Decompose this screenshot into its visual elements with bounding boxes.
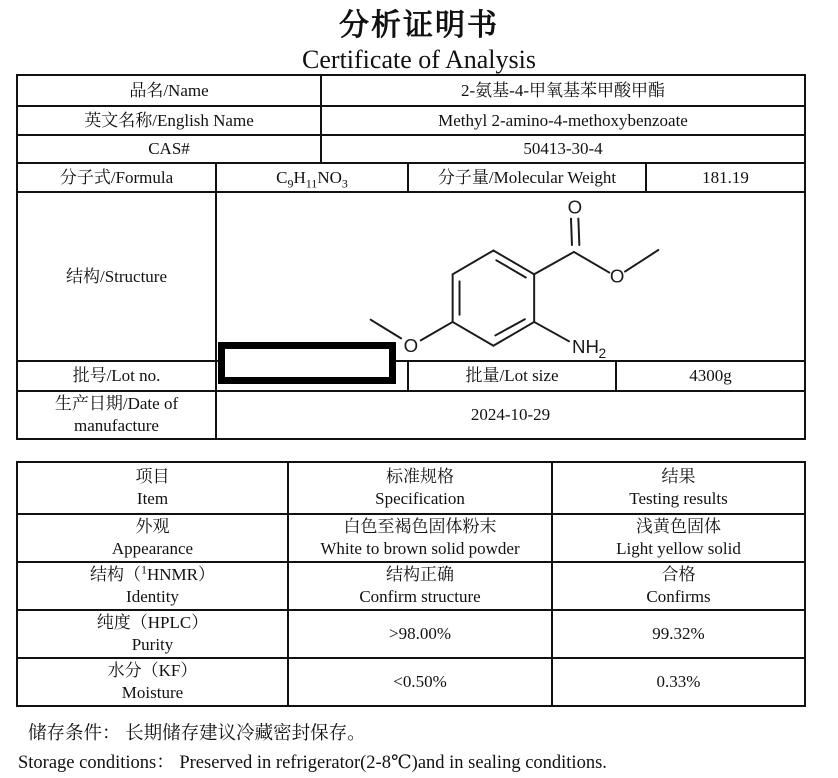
page-subtitle: Certificate of Analysis [302,45,536,74]
ester-methyl-bond [625,250,658,272]
molecular-weight-value: 181.19 [645,164,804,191]
spec-row-purity [18,609,804,657]
molecular-weight-label: 分子量/Molecular Weight [407,164,645,191]
page-title: 分析证明书 [339,9,499,42]
formula-value [215,164,407,191]
identity-spec: 结构正确 Confirm structure [287,563,551,609]
methoxy-oxygen-label: O [403,335,419,357]
cas-label: CAS# [148,139,190,158]
formula-label: 分子式/Formula [59,167,174,187]
methoxy-methyl-bond [371,320,401,339]
structure-value [215,193,814,360]
appearance-spec: 白色至褐色固体粉末 White to brown solid powder [287,515,551,561]
appearance-result: 浅黄色固体 Light yellow solid [551,515,804,561]
moisture-spec: <0.50% [287,659,551,705]
ring-double-bond-3 [495,319,524,335]
moisture-item: 水分（KF） Moisture [107,661,198,702]
spec-row-identity [18,561,804,609]
carbonyl-to-ester-oxygen-bond [574,252,609,273]
storage-conditions [0,720,838,778]
benzene-ring [453,250,535,345]
ring-double-bond-1 [496,260,525,277]
lot-number-redaction-box [218,342,396,384]
english-name-label: 英文名称/English Name [84,110,254,130]
manufacture-date-label: 生产日期/Date of manufacture [54,394,179,435]
table-row-cas [18,134,804,162]
ring-to-carbonyl-bond [534,252,574,274]
purity-result: 99.32% [551,611,804,657]
cas-value: 50413-30-4 [320,136,804,162]
table-row-name [18,76,804,105]
lot-size-label: 批量/Lot size [407,362,615,390]
english-name-value: Methyl 2-amino-4-methoxybenzoate [320,107,804,134]
purity-item: 纯度（HPLC） Purity [96,613,209,654]
spec-header-row [18,463,804,513]
identity-item: 结构（$^1$HNMR） Identity [89,562,215,606]
lot-no-label: 批号/Lot no. [72,366,161,385]
name-label: 品名/Name [129,80,209,100]
appearance-item: 外观 Appearance [111,517,194,558]
table-row-english-name [18,105,804,134]
table-row-formula [18,162,804,191]
ester-oxygen-label: O [609,265,625,287]
carbonyl-oxygen-label: O [567,196,583,218]
table-row-lot [18,360,804,390]
spec-row-moisture [18,657,804,705]
ring-to-methoxy-bond [421,322,453,340]
table-row-date [18,390,804,438]
amine-subscript: 2 [598,346,607,362]
table-row-structure [18,191,804,360]
spec-table [16,461,806,707]
name-value: 2-氨基-4-甲氧基苯甲酸甲酯 [320,76,804,105]
ring-to-amine-bond [534,322,569,341]
structure-label: 结构/Structure [65,266,168,286]
lot-size-value: 4300g [615,362,804,390]
identity-result: 合格 Confirms [551,563,804,609]
col-header-specification: 标准规格 Specification [287,463,551,513]
col-header-result: 结果 Testing results [551,463,804,513]
molecular-formula: $C_9H_{11}NO_3$ [276,167,348,190]
purity-spec: >98.00% [287,611,551,657]
carbonyl-double-bond-a [571,219,572,246]
info-table [16,74,806,440]
manufacture-date-value: 2024-10-29 [215,392,804,438]
amine-label: NH [571,336,599,358]
col-header-item: 项目 Item [135,467,170,508]
storage-conditions-cn: 储存条件： 长期储存建议冷藏密封保存。 [28,724,366,744]
carbonyl-double-bond-b [578,219,579,246]
moisture-result: 0.33% [551,659,804,705]
chemical-structure-drawing [221,194,810,362]
storage-conditions-en: Storage conditions： Preserved in refrigerator(2-8℃)and in sealing conditions. [18,753,607,773]
spec-row-appearance [18,513,804,561]
